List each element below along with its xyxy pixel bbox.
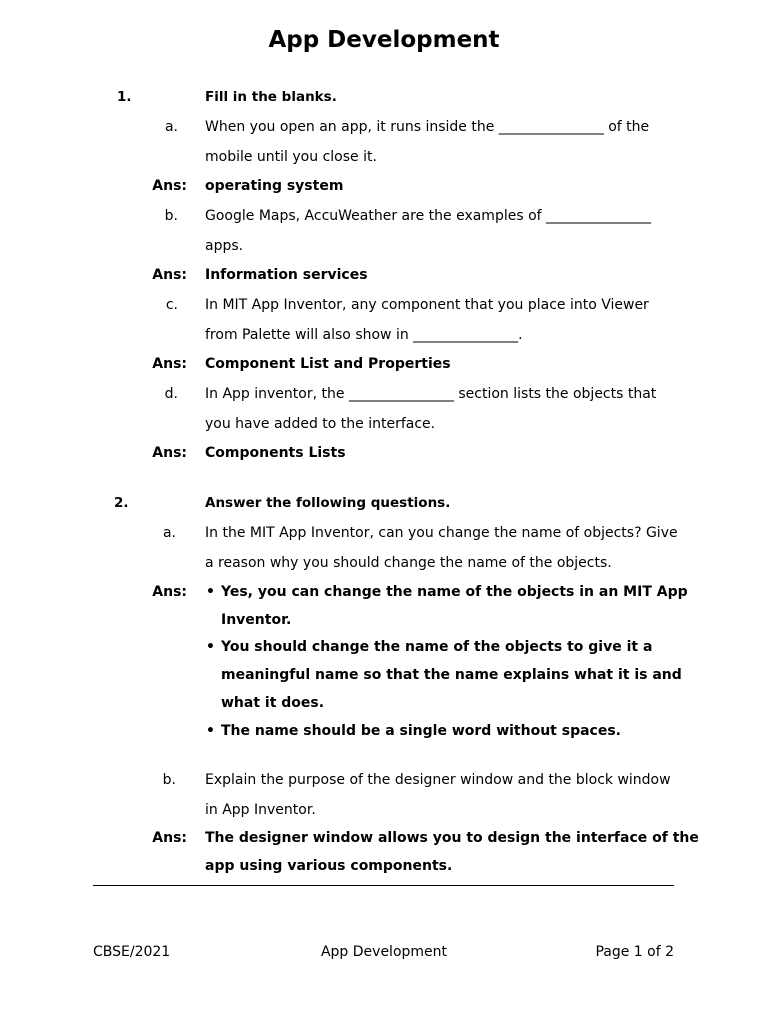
answer-label: Ans:: [152, 356, 187, 372]
item-text: Google Maps, AccuWeather are the examples of _______________: [205, 208, 652, 224]
item-label: b.: [164, 208, 178, 224]
item-text: In App inventor, the _______________ section lists the objects that: [205, 386, 657, 402]
footer-divider: [93, 885, 674, 886]
answer-text: The designer window allows you to design the interface of the: [205, 830, 699, 846]
item-text: in App Inventor.: [205, 802, 316, 818]
item-label: a.: [162, 525, 176, 541]
bullet-text: You should change the name of the objects to give it a: [221, 639, 653, 655]
bullet-text: Yes, you can change the name of the objects in an MIT App: [221, 584, 688, 600]
answer-text: Information services: [205, 267, 368, 283]
item-label: c.: [165, 297, 178, 313]
bullet-marker: •: [206, 584, 215, 600]
bullet-text: The name should be a single word without spaces.: [221, 723, 621, 739]
bullet-text: what it does.: [221, 695, 325, 711]
item-text: In MIT App Inventor, any component that you place into Viewer: [205, 297, 649, 313]
bullet-text: meaningful name so that the name explains what it is and: [221, 667, 682, 683]
question-heading: Answer the following questions.: [205, 495, 451, 511]
item-text: a reason why you should change the name of the objects.: [205, 555, 612, 571]
item-text: mobile until you close it.: [205, 149, 377, 165]
answer-text: Components Lists: [205, 445, 346, 461]
item-label: b.: [162, 772, 176, 788]
item-text: from Palette will also show in _______________.: [205, 327, 523, 343]
item-label: d.: [164, 386, 178, 402]
footer-page-number: Page 1 of 2: [595, 944, 674, 960]
footer-center: App Development: [320, 944, 448, 960]
page-title: App Development: [268, 27, 500, 53]
answer-label: Ans:: [152, 178, 187, 194]
answer-label: Ans:: [152, 830, 187, 846]
footer-left: CBSE/2021: [93, 944, 171, 960]
item-text: apps.: [205, 238, 244, 254]
question-heading: Fill in the blanks.: [205, 89, 337, 105]
bullet-text: Inventor.: [221, 612, 292, 628]
question-number: 1.: [117, 89, 132, 105]
item-text: When you open an app, it runs inside the _______________ of the: [205, 119, 650, 135]
answer-label: Ans:: [152, 584, 187, 600]
item-text: you have added to the interface.: [205, 416, 436, 432]
answer-text: operating system: [205, 178, 344, 194]
item-text: Explain the purpose of the designer window and the block window: [205, 772, 671, 788]
answer-text: app using various components.: [205, 858, 453, 874]
answer-text: Component List and Properties: [205, 356, 451, 372]
answer-label: Ans:: [152, 267, 187, 283]
question-number: 2.: [114, 495, 129, 511]
bullet-marker: •: [206, 723, 215, 739]
item-label: a.: [164, 119, 178, 135]
item-text: In the MIT App Inventor, can you change the name of objects? Give: [205, 525, 678, 541]
answer-label: Ans:: [152, 445, 187, 461]
bullet-marker: •: [206, 639, 215, 655]
